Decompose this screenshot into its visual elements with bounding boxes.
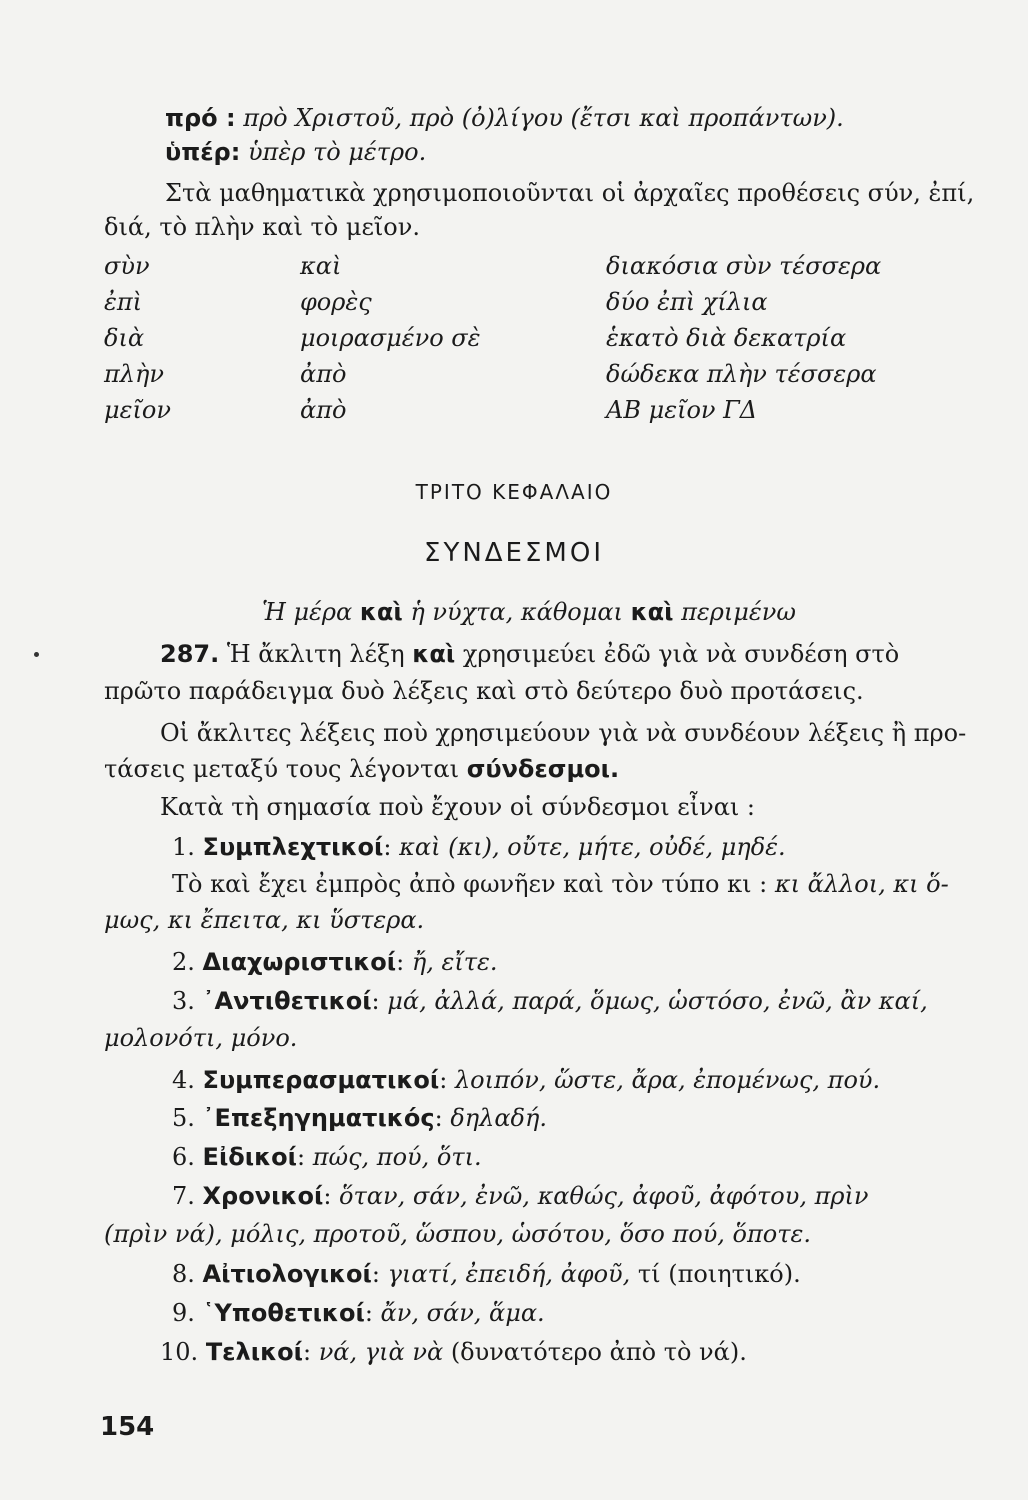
bullet-mark bbox=[34, 652, 39, 657]
example-sentence bbox=[262, 597, 796, 627]
item-name: ᾿Επεξηγηματικός bbox=[202, 1104, 435, 1132]
item-name: Αἰτιολογικοί bbox=[202, 1260, 372, 1288]
item-text: μά, ἀλλά, παρά, ὅμως, ὡστόσο, ἐνῶ, ἂν καί, bbox=[387, 987, 928, 1015]
text-line bbox=[104, 754, 619, 784]
item-sep: : bbox=[297, 1143, 306, 1171]
table-cell: διακόσια σὺν τέσσερα bbox=[606, 252, 882, 280]
list-item bbox=[172, 1259, 801, 1289]
example-pro: πρὸ Χριστοῦ, πρὸ (ὀ)λίγου (ἔτσι καὶ προπάντων). bbox=[243, 104, 844, 132]
text-line: Κατὰ τὴ σημασία ποὺ ἔχουν οἱ σύνδεσμοι εἶναι : bbox=[160, 793, 756, 821]
item-number: 9. bbox=[172, 1299, 195, 1327]
example-keyword: καὶ bbox=[359, 598, 403, 626]
text-line: μολονότι, μόνο. bbox=[104, 1024, 298, 1052]
item-number: 1. bbox=[172, 833, 195, 861]
text-line bbox=[172, 869, 949, 899]
example-part: Ἡ μέρα bbox=[262, 598, 353, 626]
text-line: μως, κι ἔπειτα, κι ὕστερα. bbox=[104, 906, 425, 934]
keyword-kai: καὶ bbox=[412, 640, 456, 668]
text-span: Τὸ καὶ ἔχει ἐμπρὸς ἀπὸ φωνῆεν καὶ τὸν τύπο κι : bbox=[172, 870, 768, 898]
term-pro: πρό : bbox=[165, 104, 236, 132]
item-number: 3. bbox=[172, 987, 195, 1015]
list-item bbox=[172, 947, 498, 977]
text-span: τάσεις μεταξύ τους λέγονται bbox=[104, 755, 460, 783]
item-text: καὶ (κι), οὔτε, μήτε, οὐδέ, μηδέ. bbox=[399, 833, 786, 861]
item-extra: τί (ποιητικό). bbox=[637, 1260, 801, 1288]
text-span: χρησιμεύει ἐδῶ γιὰ νὰ συνδέση στὸ bbox=[462, 640, 900, 668]
example-part: ἡ νύχτα, κάθομαι bbox=[410, 598, 623, 626]
item-text: ὅταν, σάν, ἐνῶ, καθώς, ἀφοῦ, ἀφότου, πρὶν bbox=[339, 1182, 869, 1210]
item-name: Χρονικοί bbox=[202, 1182, 324, 1210]
item-name: Συμπερασματικοί bbox=[202, 1066, 440, 1094]
item-number: 8. bbox=[172, 1260, 195, 1288]
example-part: περιμένω bbox=[681, 598, 796, 626]
table-cell: πλὴν bbox=[104, 360, 164, 388]
table-cell: ἐπὶ bbox=[104, 288, 143, 316]
table-cell: δύο ἐπὶ χίλια bbox=[606, 288, 768, 316]
table-cell: φορὲς bbox=[300, 288, 372, 316]
list-item bbox=[172, 1142, 482, 1172]
table-cell: ἑκατὸ διὰ δεκατρία bbox=[606, 324, 847, 352]
term-yper: ὑπέρ: bbox=[165, 138, 241, 166]
item-name: Διαχωριστικοί bbox=[202, 948, 397, 976]
page-number: 154 bbox=[100, 1412, 155, 1442]
text-line: πρῶτο παράδειγμα δυὸ λέξεις καὶ στὸ δεύτερο δυὸ προτάσεις. bbox=[104, 677, 864, 705]
paragraph-number: 287. bbox=[160, 640, 220, 668]
item-name: Τελικοί bbox=[205, 1338, 303, 1366]
item-number: 7. bbox=[172, 1182, 195, 1210]
item-sep: : bbox=[439, 1066, 448, 1094]
text-line: Στὰ μαθηματικὰ χρησιμοποιοῦνται οἱ ἀρχαῖες προθέσεις σύν, ἐπί, bbox=[165, 179, 975, 207]
text-line: (πρὶν νά), μόλις, προτοῦ, ὥσπου, ὡσότου, ὅσο πού, ὅποτε. bbox=[104, 1220, 812, 1248]
item-sep: : bbox=[371, 1260, 380, 1288]
item-text: ἤ, εἴτε. bbox=[411, 948, 498, 976]
item-number: 5. bbox=[172, 1104, 195, 1132]
text-span: κι ἄλλοι, κι ὅ- bbox=[774, 870, 949, 898]
line-yper bbox=[165, 137, 426, 167]
item-extra: (δυνατότερο ἀπὸ τὸ νά). bbox=[450, 1338, 747, 1366]
line-pro bbox=[165, 103, 844, 133]
table-cell: δώδεκα πλὴν τέσσερα bbox=[606, 360, 877, 388]
section-title: ΣΥΝΔΕΣΜΟΙ bbox=[424, 538, 604, 568]
text-line: Οἱ ἄκλιτες λέξεις ποὺ χρησιμεύουν γιὰ νὰ συνδέουν λέξεις ἢ προ- bbox=[160, 719, 967, 747]
text-span: Ἡ ἄκλιτη λέξη bbox=[226, 640, 405, 668]
item-sep: : bbox=[302, 1338, 312, 1366]
list-item bbox=[172, 1065, 880, 1095]
example-yper: ὑπὲρ τὸ μέτρο. bbox=[247, 138, 427, 166]
item-name: Συμπλεχτικοί bbox=[202, 833, 384, 861]
table-cell: καὶ bbox=[300, 252, 342, 280]
item-text: ἄν, σάν, ἅμα. bbox=[380, 1299, 545, 1327]
example-keyword: καὶ bbox=[630, 598, 674, 626]
table-cell: ἀπὸ bbox=[300, 396, 347, 424]
list-item bbox=[172, 1298, 545, 1328]
text-line: διά, τὸ πλὴν καὶ τὸ μεῖον. bbox=[104, 213, 420, 241]
item-number: 2. bbox=[172, 948, 195, 976]
item-sep: : bbox=[383, 833, 392, 861]
item-sep: : bbox=[434, 1104, 443, 1132]
item-text: γιατί, ἐπειδή, ἀφοῦ, bbox=[387, 1260, 631, 1288]
term-syndesmoi: σύνδεσμοι. bbox=[466, 755, 620, 783]
list-item bbox=[160, 1337, 747, 1367]
item-number: 10. bbox=[160, 1338, 199, 1366]
table-cell: ἀπὸ bbox=[300, 360, 347, 388]
list-item bbox=[172, 832, 786, 862]
item-text: νά, γιὰ νὰ bbox=[318, 1338, 444, 1366]
list-item bbox=[172, 1103, 547, 1133]
paragraph-287 bbox=[160, 639, 899, 669]
item-text: δηλαδή. bbox=[450, 1104, 548, 1132]
item-sep: : bbox=[371, 987, 380, 1015]
table-cell: σὺν bbox=[104, 252, 150, 280]
list-item bbox=[172, 1181, 868, 1211]
item-sep: : bbox=[396, 948, 405, 976]
table-cell: μεῖον bbox=[104, 396, 171, 424]
item-name: Εἰδικοί bbox=[202, 1143, 298, 1171]
item-sep: : bbox=[364, 1299, 373, 1327]
table-cell: ΑΒ μεῖον ΓΔ bbox=[606, 396, 758, 424]
item-text: πώς, πού, ὅτι. bbox=[312, 1143, 482, 1171]
list-item bbox=[172, 986, 928, 1016]
item-number: 4. bbox=[172, 1066, 195, 1094]
item-text: λοιπόν, ὥστε, ἄρα, ἐπομένως, πού. bbox=[454, 1066, 881, 1094]
table-cell: μοιρασμένο σὲ bbox=[300, 324, 481, 352]
table-cell: διὰ bbox=[104, 324, 145, 352]
item-name: ῾Υποθετικοί bbox=[202, 1299, 365, 1327]
chapter-title: ΤΡΙΤΟ ΚΕΦΑΛΑΙΟ bbox=[415, 480, 613, 504]
item-number: 6. bbox=[172, 1143, 195, 1171]
item-name: ᾿Αντιθετικοί bbox=[202, 987, 372, 1015]
item-sep: : bbox=[323, 1182, 332, 1210]
